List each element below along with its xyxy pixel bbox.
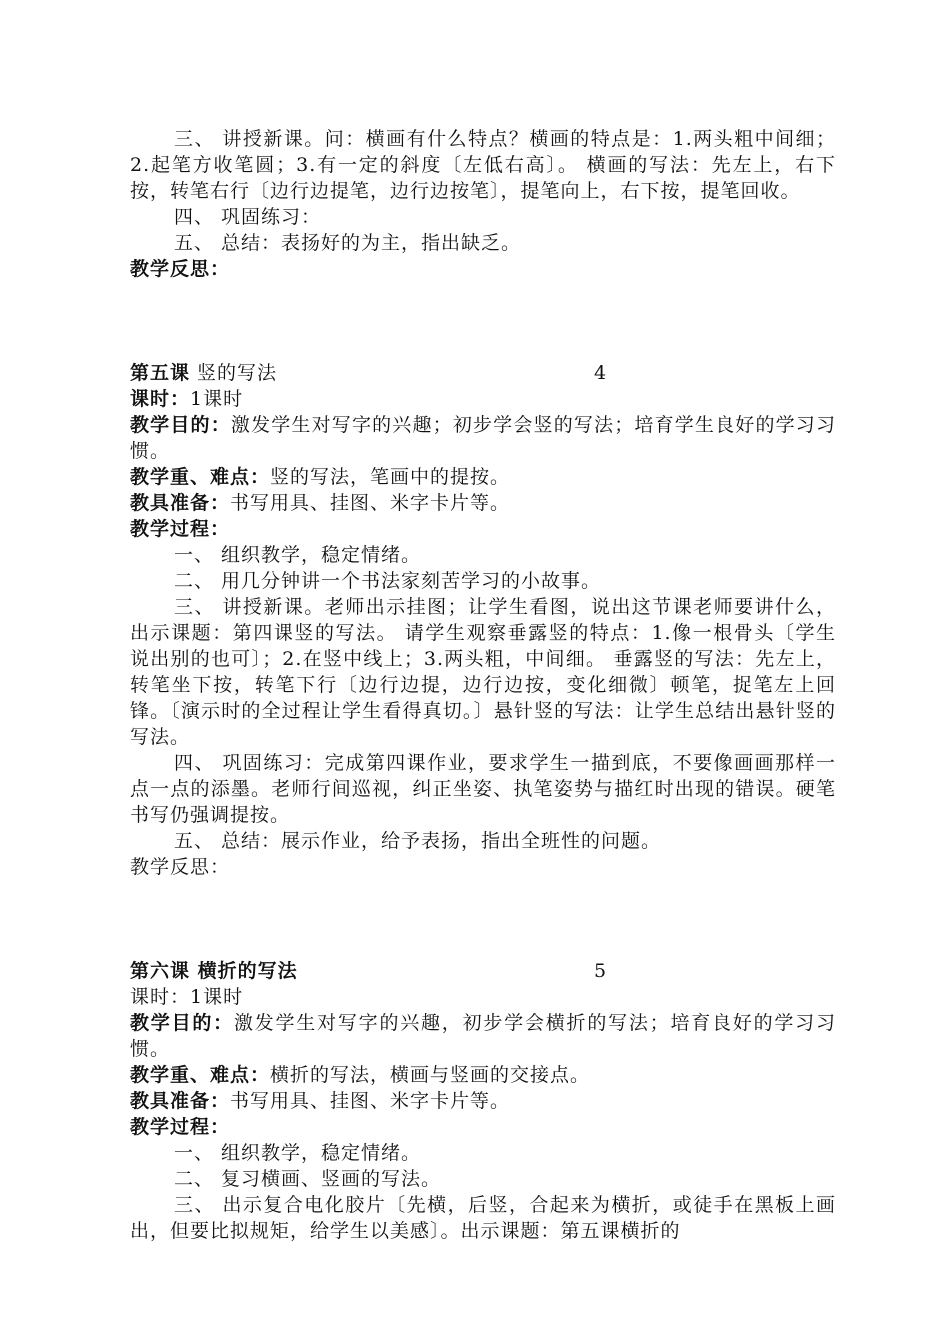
- lesson5-step-2: 二、 用几分钟讲一个书法家刻苦学习的小故事。: [174, 570, 602, 592]
- section-gap: [130, 880, 836, 958]
- intro-step-4: 四、 巩固练习：: [174, 206, 322, 228]
- lesson6-goal: [130, 1010, 836, 1062]
- document-body: [130, 126, 836, 1244]
- lesson5-tools-label: 教具准备：: [130, 492, 231, 514]
- lesson5-process-label: 教学过程：: [130, 518, 231, 540]
- lesson6-step-2: 二、 复习横画、竖画的写法。: [174, 1168, 442, 1190]
- lesson6-tools: [130, 1088, 836, 1114]
- lesson6-goal-label: 教学目的：: [130, 1012, 234, 1034]
- intro-reflection: 教学反思：: [130, 258, 231, 280]
- lesson5-tools: [130, 490, 836, 516]
- lesson5-step-4: 四、 巩固练习：完成第四课作业，要求学生一描到底，不要像画画那样一点一点的添墨。老师行间巡视，纠正坐姿、执笔姿势与描红时出现的错误。硬笔书写仍强调提按。: [130, 752, 836, 826]
- lesson5-step-1: 一、 组织教学，稳定情绪。: [174, 544, 422, 566]
- lesson5-step-3: 三、 讲授新课。老师出示挂图；让学生看图，说出这节课老师要讲什么，出示课题：第四课竖的写法。 请学生观察垂露竖的特点：1.像一根骨头〔学生说出别的也可〕；2.在竖中线上；3.两头粗，中间细。 垂露竖的写法：先左上，转笔坐下按，转笔下行〔边行边提，边行边按，变化细微〕顿笔，捉笔左上回锋。〔演示时的全过程让学生看得真切。〕悬针竖的写法：让学生总结出悬针竖的写法。: [130, 596, 836, 748]
- lesson6-hours: 课时：1课时: [130, 986, 244, 1008]
- lesson5-goal-text: 激发学生对写字的兴趣；初步学会竖的写法；培育学生良好的学习习惯。: [130, 414, 836, 462]
- lesson5-hours-value: 1课时: [190, 388, 244, 410]
- lesson5-heading: [130, 360, 836, 386]
- lesson5-page-number: 4: [594, 362, 608, 384]
- intro-step-5: 五、 总结：表扬好的为主，指出缺乏。: [174, 232, 522, 254]
- lesson5-focus: [130, 464, 836, 490]
- lesson5-goal-label: 教学目的：: [130, 414, 231, 436]
- lesson5-title-text: 竖的写法: [190, 362, 278, 384]
- lesson5-tools-text: 书写用具、挂图、米字卡片等。: [230, 492, 511, 514]
- lesson6-process-label: 教学过程：: [130, 1116, 231, 1138]
- section-gap: [130, 282, 836, 360]
- lesson6-page-number: 5: [594, 960, 608, 982]
- lesson6-focus-label: 教学重、难点：: [130, 1064, 271, 1086]
- lesson6-goal-text: 激发学生对写字的兴趣，初步学会横折的写法；培育良好的学习习惯。: [130, 1012, 836, 1060]
- lesson5-goal: [130, 412, 836, 464]
- lesson6-step-1: 一、 组织教学，稳定情绪。: [174, 1142, 422, 1164]
- lesson5-title-number: 第五课: [130, 362, 191, 384]
- lesson6-step-3: 三、 出示复合电化胶片〔先横，后竖，合起来为横折，或徒手在黑板上画出，但要比拟规矩，给学生以美感〕。出示课题：第五课横折的: [130, 1194, 836, 1242]
- lesson5-focus-text: 竖的写法，笔画中的提按。: [270, 466, 511, 488]
- lesson6-heading: [130, 958, 836, 984]
- lesson6-tools-text: 书写用具、挂图、米字卡片等。: [230, 1090, 511, 1112]
- lesson5-reflection: 教学反思：: [130, 856, 231, 878]
- lesson5-step-5: 五、 总结：展示作业，给予表扬，指出全班性的问题。: [174, 830, 662, 852]
- lesson6-tools-label: 教具准备：: [130, 1090, 231, 1112]
- intro-step-3: 三、 讲授新课。问：横画有什么特点？横画的特点是：1.两头粗中间细；2.起笔方收笔圆；3.有一定的斜度〔左低右高〕。 横画的写法：先左上，右下按，转笔右行〔边行边提笔，边行边按笔〕，提笔向上，右下按，提笔回收。: [130, 128, 836, 202]
- lesson5-hours-label: 课时：: [130, 388, 191, 410]
- lesson5-focus-label: 教学重、难点：: [130, 466, 271, 488]
- lesson6-focus: [130, 1062, 836, 1088]
- lesson6-title: 第六课 横折的写法: [130, 960, 298, 982]
- lesson5-hours: [130, 386, 836, 412]
- lesson6-focus-text: 横折的写法，横画与竖画的交接点。: [270, 1064, 591, 1086]
